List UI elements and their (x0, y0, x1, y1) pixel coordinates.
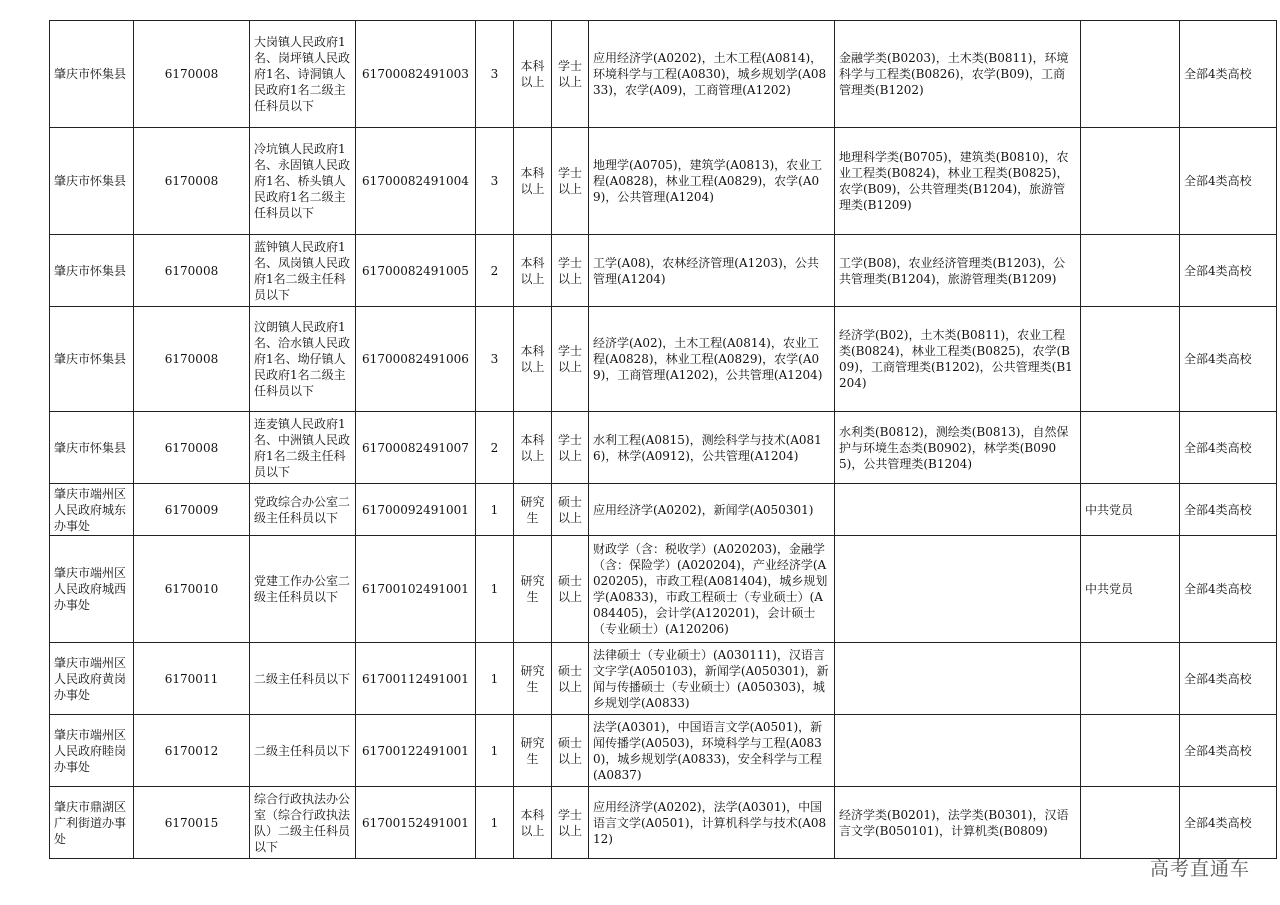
cell-count: 1 (476, 787, 514, 859)
table-row (50, 484, 1277, 536)
cell-graduate-major: 水利工程(A0815)，测绘科学与技术(A0816)，林学(A0912)，公共管理(A1204) (589, 412, 835, 484)
cell-education: 本科以上 (514, 307, 552, 412)
cell-undergrad-major: 工学(B08)，农业经济管理类(B1203)，公共管理类(B1204)，旅游管理类(B1209) (835, 235, 1081, 307)
cell-graduate-major: 应用经济学(A0202)，法学(A0301)，中国语言文学(A0501)，计算机科学与技术(A0812) (589, 787, 835, 859)
cell-source: 全部4类高校 (1180, 536, 1277, 643)
cell-position-code: 61700122491001 (356, 715, 476, 787)
recruitment-table (49, 20, 1277, 859)
cell-degree: 学士以上 (552, 235, 589, 307)
cell-position-code: 61700082491004 (356, 128, 476, 235)
cell-code: 6170010 (134, 536, 250, 643)
cell-degree: 硕士以上 (552, 715, 589, 787)
cell-count: 1 (476, 536, 514, 643)
cell-source: 全部4类高校 (1180, 484, 1277, 536)
cell-graduate-major: 地理学(A0705)，建筑学(A0813)，农业工程(A0828)，林业工程(A0829)，农学(A09)，公共管理(A1204) (589, 128, 835, 235)
cell-position: 二级主任科员以下 (250, 715, 356, 787)
cell-degree: 硕士以上 (552, 536, 589, 643)
cell-graduate-major: 经济学(A02)，土木工程(A0814)，农业工程(A0828)，林业工程(A0829)，农学(A09)，工商管理(A1202)，公共管理(A1204) (589, 307, 835, 412)
cell-education: 本科以上 (514, 21, 552, 128)
cell-unit: 肇庆市端州区人民政府城东办事处 (50, 484, 134, 536)
cell-other-requirement (1081, 643, 1180, 715)
cell-position: 蓝钟镇人民政府1名、凤岗镇人民政府1名二级主任科员以下 (250, 235, 356, 307)
cell-education: 研究生 (514, 715, 552, 787)
cell-code: 6170012 (134, 715, 250, 787)
cell-source: 全部4类高校 (1180, 787, 1277, 859)
table-row (50, 536, 1277, 643)
cell-unit: 肇庆市怀集县 (50, 412, 134, 484)
cell-position: 党政综合办公室二级主任科员以下 (250, 484, 356, 536)
cell-source: 全部4类高校 (1180, 307, 1277, 412)
cell-position-code: 61700082491007 (356, 412, 476, 484)
cell-unit: 肇庆市怀集县 (50, 128, 134, 235)
table-row (50, 128, 1277, 235)
cell-position-code: 61700112491001 (356, 643, 476, 715)
cell-other-requirement (1081, 235, 1180, 307)
cell-undergrad-major (835, 536, 1081, 643)
cell-unit: 肇庆市端州区人民政府城西办事处 (50, 536, 134, 643)
cell-count: 2 (476, 235, 514, 307)
cell-other-requirement (1081, 787, 1180, 859)
cell-position-code: 61700102491001 (356, 536, 476, 643)
cell-position: 连麦镇人民政府1名、中洲镇人民政府1名二级主任科员以下 (250, 412, 356, 484)
table-row (50, 715, 1277, 787)
cell-education: 研究生 (514, 536, 552, 643)
cell-code: 6170008 (134, 412, 250, 484)
cell-source: 全部4类高校 (1180, 643, 1277, 715)
cell-position: 汶朗镇人民政府1名、洽水镇人民政府1名、坳仔镇人民政府1名二级主任科员以下 (250, 307, 356, 412)
table-row (50, 307, 1277, 412)
cell-position: 大岗镇人民政府1名、岗坪镇人民政府1名、诗洞镇人民政府1名二级主任科员以下 (250, 21, 356, 128)
cell-source: 全部4类高校 (1180, 412, 1277, 484)
cell-education: 本科以上 (514, 128, 552, 235)
cell-undergrad-major: 水利类(B0812)，测绘类(B0813)，自然保护与环境生态类(B0902)，林学类(B0905)，公共管理类(B1204) (835, 412, 1081, 484)
cell-unit: 肇庆市端州区人民政府睦岗办事处 (50, 715, 134, 787)
cell-position-code: 61700082491005 (356, 235, 476, 307)
table-row (50, 787, 1277, 859)
cell-position: 党建工作办公室二级主任科员以下 (250, 536, 356, 643)
cell-unit: 肇庆市鼎湖区广利街道办事处 (50, 787, 134, 859)
cell-undergrad-major: 经济学(B02)，土木类(B0811)，农业工程类(B0824)，林业工程类(B0825)，农学(B09)，工商管理类(B1202)，公共管理类(B1204) (835, 307, 1081, 412)
cell-graduate-major: 工学(A08)，农林经济管理(A1203)，公共管理(A1204) (589, 235, 835, 307)
cell-source: 全部4类高校 (1180, 128, 1277, 235)
table-row (50, 235, 1277, 307)
cell-position: 综合行政执法办公室（综合行政执法队）二级主任科员以下 (250, 787, 356, 859)
cell-undergrad-major (835, 643, 1081, 715)
watermark: 高考直通车 (1149, 858, 1250, 880)
cell-code: 6170009 (134, 484, 250, 536)
table-row (50, 412, 1277, 484)
cell-undergrad-major: 经济学类(B0201)，法学类(B0301)，汉语言文学(B050101)，计算机类(B0809) (835, 787, 1081, 859)
table-body (50, 21, 1277, 859)
cell-other-requirement: 中共党员 (1081, 536, 1180, 643)
cell-code: 6170008 (134, 21, 250, 128)
cell-count: 3 (476, 21, 514, 128)
cell-other-requirement: 中共党员 (1081, 484, 1180, 536)
cell-count: 3 (476, 128, 514, 235)
cell-graduate-major: 应用经济学(A0202)，土木工程(A0814)，环境科学与工程(A0830)，城乡规划学(A0833)，农学(A09)，工商管理(A1202) (589, 21, 835, 128)
cell-position-code: 61700082491006 (356, 307, 476, 412)
cell-other-requirement (1081, 21, 1180, 128)
cell-other-requirement (1081, 128, 1180, 235)
cell-position: 二级主任科员以下 (250, 643, 356, 715)
cell-position-code: 61700152491001 (356, 787, 476, 859)
cell-graduate-major: 法学(A0301)，中国语言文学(A0501)，新闻传播学(A0503)，环境科学与工程(A0830)，城乡规划学(A0833)，安全科学与工程(A0837) (589, 715, 835, 787)
cell-degree: 学士以上 (552, 787, 589, 859)
cell-graduate-major: 法律硕士（专业硕士）(A030111)，汉语言文字学(A050103)，新闻学(A050301)，新闻与传播硕士（专业硕士）(A050303)，城乡规划学(A0833) (589, 643, 835, 715)
cell-education: 研究生 (514, 484, 552, 536)
cell-code: 6170008 (134, 307, 250, 412)
cell-unit: 肇庆市怀集县 (50, 21, 134, 128)
cell-undergrad-major: 金融学类(B0203)，土木类(B0811)，环境科学与工程类(B0826)，农学(B09)，工商管理类(B1202) (835, 21, 1081, 128)
cell-other-requirement (1081, 412, 1180, 484)
cell-other-requirement (1081, 715, 1180, 787)
cell-unit: 肇庆市怀集县 (50, 307, 134, 412)
cell-degree: 学士以上 (552, 21, 589, 128)
cell-degree: 硕士以上 (552, 484, 589, 536)
cell-other-requirement (1081, 307, 1180, 412)
table-row (50, 21, 1277, 128)
cell-count: 3 (476, 307, 514, 412)
table-row (50, 643, 1277, 715)
cell-education: 本科以上 (514, 412, 552, 484)
cell-degree: 学士以上 (552, 412, 589, 484)
cell-graduate-major: 财政学（含：税收学）(A020203)，金融学（含：保险学）(A020204)，产业经济学(A020205)，市政工程(A081404)，城乡规划学(A0833)，市政工程硕士（专业硕士）(A084405)，会计学(A120201)，会计硕士（专业硕士）(A120206) (589, 536, 835, 643)
cell-source: 全部4类高校 (1180, 715, 1277, 787)
cell-count: 1 (476, 484, 514, 536)
cell-unit: 肇庆市端州区人民政府黄岗办事处 (50, 643, 134, 715)
cell-undergrad-major (835, 484, 1081, 536)
cell-source: 全部4类高校 (1180, 235, 1277, 307)
cell-count: 2 (476, 412, 514, 484)
cell-degree: 硕士以上 (552, 643, 589, 715)
cell-undergrad-major (835, 715, 1081, 787)
cell-degree: 学士以上 (552, 307, 589, 412)
cell-education: 研究生 (514, 643, 552, 715)
cell-code: 6170008 (134, 128, 250, 235)
cell-source: 全部4类高校 (1180, 21, 1277, 128)
cell-undergrad-major: 地理科学类(B0705)，建筑类(B0810)，农业工程类(B0824)，林业工程类(B0825)，农学(B09)，公共管理类(B1204)，旅游管理类(B1209) (835, 128, 1081, 235)
cell-unit: 肇庆市怀集县 (50, 235, 134, 307)
cell-position-code: 61700092491001 (356, 484, 476, 536)
cell-degree: 学士以上 (552, 128, 589, 235)
cell-position: 冷坑镇人民政府1名、永固镇人民政府1名、桥头镇人民政府1名二级主任科员以下 (250, 128, 356, 235)
cell-position-code: 61700082491003 (356, 21, 476, 128)
cell-education: 本科以上 (514, 235, 552, 307)
cell-education: 本科以上 (514, 787, 552, 859)
cell-code: 6170015 (134, 787, 250, 859)
cell-code: 6170008 (134, 235, 250, 307)
cell-count: 1 (476, 715, 514, 787)
cell-graduate-major: 应用经济学(A0202)，新闻学(A050301) (589, 484, 835, 536)
cell-count: 1 (476, 643, 514, 715)
cell-code: 6170011 (134, 643, 250, 715)
